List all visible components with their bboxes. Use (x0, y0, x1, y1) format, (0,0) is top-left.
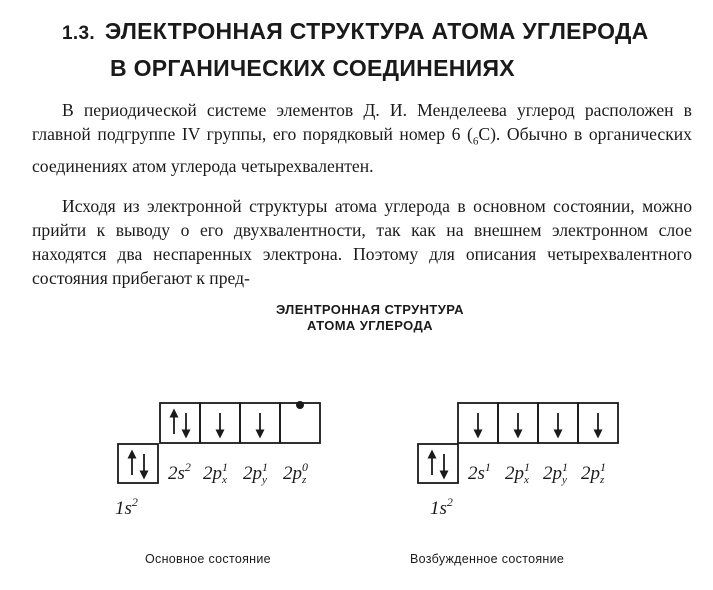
excited-2py-label (543, 460, 567, 486)
ground-2py-label (243, 460, 267, 486)
excited-2py-sup: 1 (562, 460, 568, 474)
ground-1s-box (118, 444, 158, 483)
section-number: 1.3. (62, 23, 95, 44)
ground-1s-sup: 2 (131, 495, 138, 509)
atomic-number-subscript: 6 (472, 135, 479, 148)
paragraph-1-text-a: В периодической системе элементов Д. И. Менделеева углерод расположен в главной подгруппе IV группы, его порядковый номер 6 ( (32, 100, 692, 144)
ground-state-caption: Основное состояние (145, 552, 271, 566)
ground-2py-text: 2p (243, 463, 262, 484)
figure-title-line-1: ЭЛЕНТРОННАЯ СТРУНТУРА (276, 302, 464, 317)
ground-2px-label (203, 460, 227, 486)
ground-2py-sub: y (262, 474, 267, 486)
excited-1s-box (418, 444, 458, 483)
excited-2pz-sup: 1 (600, 460, 606, 474)
excited-1s-text: 1s (430, 498, 447, 519)
excited-2py-text: 2p (543, 463, 562, 484)
ground-2px-text: 2p (203, 463, 222, 484)
figure-title-line-2: АТОМА УГЛЕРОДА (307, 318, 433, 333)
excited-2s-sup: 1 (484, 460, 491, 474)
ground-2pz-ink-mark (296, 401, 304, 409)
excited-state-caption: Возбужденное состояние (410, 552, 565, 566)
ground-2s-box (160, 403, 200, 443)
ground-2pz-text: 2p (283, 463, 302, 484)
excited-2s-label (468, 460, 491, 485)
ground-2s-sup: 2 (184, 460, 191, 474)
heading-line-1: ЭЛЕКТРОННАЯ СТРУКТУРА АТОМА УГЛЕРОДА (104, 18, 649, 44)
paragraph-1-text-b: С). Обычно в органических соединениях атом углерода четырехвалентен. (32, 124, 692, 176)
ground-2s-label (168, 460, 191, 485)
ground-2pz-sup: 0 (302, 460, 308, 474)
ground-1s-text: 1s (115, 498, 132, 519)
ground-2pz-sub: z (302, 474, 307, 486)
ground-2s-text: 2s (168, 463, 185, 484)
excited-2pz-text: 2p (581, 463, 600, 484)
ground-1s-label (115, 495, 138, 520)
ground-2px-sup: 1 (222, 460, 228, 474)
excited-2pz-label (581, 460, 604, 486)
excited-2py-sub: y (562, 474, 567, 486)
excited-2px-text: 2p (505, 463, 524, 484)
excited-1s-label (430, 495, 453, 520)
ground-2py-sup: 1 (262, 460, 268, 474)
excited-2px-sup: 1 (524, 460, 530, 474)
heading-line-2: В ОРГАНИЧЕСКИХ СОЕДИНЕНИЯХ (110, 55, 515, 81)
excited-2pz-sub: z (600, 474, 605, 486)
excited-2s-text: 2s (468, 463, 485, 484)
paragraph-2: Исходя из электронной структуры атома углерода в основном состоянии, можно прийти к выводу о его двухвалентности, так как на внешнем электронном слое находятся два неспаренных электрона. Поэтому для описания четырехвалентного состояния прибегают к пред- (32, 196, 692, 288)
excited-2px-sub: x (524, 474, 529, 486)
ground-2pz-label (283, 460, 306, 486)
ground-2px-sub: x (222, 474, 227, 486)
excited-2px-label (505, 460, 529, 486)
excited-1s-sup: 2 (446, 495, 453, 509)
